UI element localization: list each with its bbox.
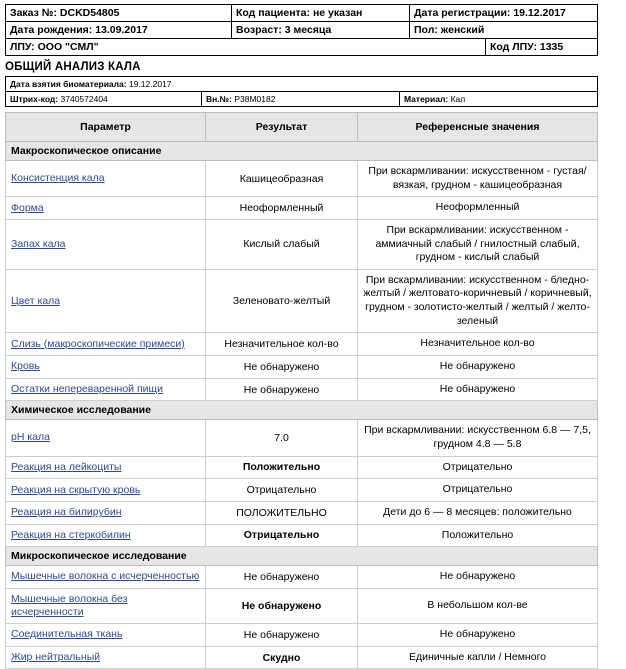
table-row xyxy=(6,479,598,502)
parameter-result: Отрицательно xyxy=(206,524,358,547)
parameter-name[interactable]: Реакция на скрытую кровь xyxy=(6,479,206,502)
parameter-reference: Не обнаружено xyxy=(358,356,598,379)
barcode-label: Штрих-код: xyxy=(10,94,59,104)
patient-code-label: Код пациента: xyxy=(236,7,311,19)
section-header-row xyxy=(6,401,598,420)
parameter-reference: Отрицательно xyxy=(358,479,598,502)
parameter-name[interactable]: Реакция на билирубин xyxy=(6,501,206,524)
parameter-reference: Не обнаружено xyxy=(358,624,598,647)
internal-number-value: Р38М0182 xyxy=(234,94,276,104)
parameter-reference: Положительно xyxy=(358,524,598,547)
sex-label: Пол: xyxy=(414,24,438,36)
table-row xyxy=(6,524,598,547)
parameter-reference: При вскармливании: искусственном - густая/вязкая, грудном - кашицеобразная xyxy=(358,161,598,197)
sample-ids-table xyxy=(5,91,598,107)
parameter-reference: При вскармливании: искусственном - аммиачный слабый / гнилостный слабый, грудном - кислый слабый xyxy=(358,219,598,269)
parameter-reference: Единичные капли / Немного xyxy=(358,646,598,669)
parameter-result: Положительно xyxy=(206,456,358,479)
parameter-reference: Отрицательно xyxy=(358,456,598,479)
birth-date-value: 13.09.2017 xyxy=(95,24,148,36)
parameter-reference: Неоформленный xyxy=(358,197,598,220)
parameter-result: Неоформленный xyxy=(206,197,358,220)
parameter-result: Отрицательно xyxy=(206,479,358,502)
column-header-result: Результат xyxy=(206,113,358,142)
lpu-value: ООО "СМЛ" xyxy=(37,41,99,53)
age-label: Возраст: xyxy=(236,24,282,36)
parameter-name[interactable]: Консистенция кала xyxy=(6,161,206,197)
parameter-name[interactable]: Мышечные волокна с исчерченностью xyxy=(6,566,206,589)
parameter-name[interactable]: Реакция на стеркобилин xyxy=(6,524,206,547)
table-row xyxy=(6,588,598,623)
sample-date-table xyxy=(5,76,598,92)
parameter-result: Не обнаружено xyxy=(206,624,358,647)
patient-code-value: не указан xyxy=(312,7,363,19)
age-value: 3 месяца xyxy=(284,24,332,36)
order-number-label: Заказ №: xyxy=(10,7,57,19)
parameter-result: Зеленовато-желтый xyxy=(206,269,358,333)
sample-date-value: 19.12.2017 xyxy=(128,79,172,89)
table-row xyxy=(6,219,598,269)
parameter-result: Кислый слабый xyxy=(206,219,358,269)
parameter-result: 7.0 xyxy=(206,420,358,456)
age-cell xyxy=(232,22,410,39)
parameter-reference: Незначительное кол-во xyxy=(358,333,598,356)
table-row xyxy=(6,269,598,333)
lpu-row-table xyxy=(5,38,598,56)
table-row xyxy=(6,197,598,220)
sex-cell xyxy=(410,22,598,39)
parameter-result: Не обнаружено xyxy=(206,588,358,623)
results-table xyxy=(5,112,598,669)
birth-date-cell xyxy=(6,22,232,39)
material-label: Материал: xyxy=(404,94,449,104)
parameter-result: Незначительное кол-во xyxy=(206,333,358,356)
lpu-cell xyxy=(6,39,486,56)
parameter-result: Не обнаружено xyxy=(206,566,358,589)
kod-lpu-label: Код ЛПУ: xyxy=(490,41,537,53)
parameter-result: Скудно xyxy=(206,646,358,669)
table-row xyxy=(6,501,598,524)
parameter-name[interactable]: Слизь (макроскопические примеси) xyxy=(6,333,206,356)
results-header-row xyxy=(6,113,598,142)
parameter-name[interactable]: рН кала xyxy=(6,420,206,456)
table-row xyxy=(6,566,598,589)
parameter-result: Кашицеобразная xyxy=(206,161,358,197)
parameter-name[interactable]: Соединительная ткань xyxy=(6,624,206,647)
sample-date-row xyxy=(6,77,598,92)
registration-date-value: 19.12.2017 xyxy=(513,7,566,19)
sex-value: женский xyxy=(440,24,485,36)
section-title: Микроскопическое исследование xyxy=(6,547,598,566)
parameter-name[interactable]: Реакция на лейкоциты xyxy=(6,456,206,479)
internal-number-cell xyxy=(202,92,400,107)
table-row xyxy=(6,161,598,197)
registration-date-cell xyxy=(410,5,598,22)
sample-date-cell xyxy=(6,77,598,92)
registration-date-label: Дата регистрации: xyxy=(414,7,511,19)
table-row xyxy=(6,624,598,647)
header-row-2 xyxy=(6,22,598,39)
parameter-reference: При вскармливании: искусственном - бледно-желтый / желтовато-коричневый / коричневый, грудном - золотисто-желтый / желтый / желто-зеленый xyxy=(358,269,598,333)
parameter-reference: В небольшом кол-ве xyxy=(358,588,598,623)
header-row-1 xyxy=(6,5,598,22)
material-cell xyxy=(400,92,598,107)
parameter-reference: При вскармливании: искусственном 6.8 — 7,5, грудном 4.8 — 5.8 xyxy=(358,420,598,456)
parameter-name[interactable]: Остатки непереваренной пищи xyxy=(6,378,206,401)
parameter-name[interactable]: Кровь xyxy=(6,356,206,379)
document-content xyxy=(5,4,597,669)
sample-date-label: Дата взятия биоматериала: xyxy=(10,79,127,89)
sample-ids-row xyxy=(6,92,598,107)
parameter-reference: Не обнаружено xyxy=(358,378,598,401)
lpu-label: ЛПУ: xyxy=(10,41,35,53)
parameter-name[interactable]: Цвет кала xyxy=(6,269,206,333)
barcode-cell xyxy=(6,92,202,107)
order-number-value: DCKD54805 xyxy=(59,7,120,19)
patient-code-cell xyxy=(232,5,410,22)
column-header-parameter: Параметр xyxy=(6,113,206,142)
patient-header-table xyxy=(5,4,598,39)
lpu-row xyxy=(6,39,598,56)
section-title: Химическое исследование xyxy=(6,401,598,420)
parameter-name[interactable]: Запах кала xyxy=(6,219,206,269)
results-body xyxy=(6,142,598,669)
section-title: Макроскопическое описание xyxy=(6,142,598,161)
parameter-name[interactable]: Мышечные волокна без исчерченности xyxy=(6,588,206,623)
parameter-result: ПОЛОЖИТЕЛЬНО xyxy=(206,501,358,524)
kod-lpu-value: 1335 xyxy=(539,41,564,53)
column-header-reference: Референсные значения xyxy=(358,113,598,142)
parameter-result: Не обнаружено xyxy=(206,378,358,401)
parameter-reference: Дети до 6 — 8 месяцев: положительно xyxy=(358,501,598,524)
internal-number-label: Вн.№: xyxy=(206,94,232,104)
birth-date-label: Дата рождения: xyxy=(10,24,93,36)
parameter-reference: Не обнаружено xyxy=(358,566,598,589)
left-margin xyxy=(0,0,4,654)
barcode-value: 3740572404 xyxy=(60,94,108,104)
table-row xyxy=(6,646,598,669)
section-header-row xyxy=(6,547,598,566)
kod-lpu-cell xyxy=(486,39,598,56)
order-number-cell xyxy=(6,5,232,22)
table-row xyxy=(6,356,598,379)
table-row xyxy=(6,378,598,401)
table-row xyxy=(6,456,598,479)
parameter-result: Не обнаружено xyxy=(206,356,358,379)
table-row xyxy=(6,333,598,356)
section-header-row xyxy=(6,142,598,161)
parameter-name[interactable]: Форма xyxy=(6,197,206,220)
table-row xyxy=(6,420,598,456)
material-value: Кал xyxy=(450,94,466,104)
parameter-name[interactable]: Жир нейтральный xyxy=(6,646,206,669)
page-title: ОБЩИЙ АНАЛИЗ КАЛА xyxy=(5,61,141,73)
